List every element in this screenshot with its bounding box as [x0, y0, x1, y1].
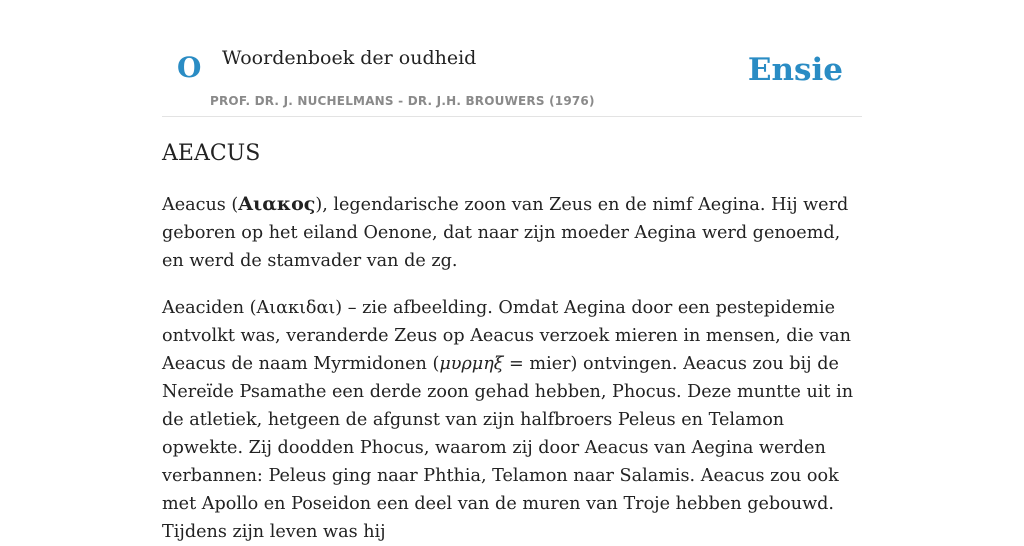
paragraph-text: = mier) ontvingen. Aeacus zou bij de Nereïde Psamathe een derde zoon gehad hebben, Phocus. Deze muntte uit in de atletiek, hetgeen de afgunst van zijn halfbroers Peleus en Telamon opwekte. Zij doodden Phocus, waarom zij door Aeacus van Aegina werden verbannen: Peleus ging naar Phthia, Telamon naar Salamis. Aeacus zou ook met Apollo en Poseidon een deel van de muren van Troje hebben gebouwd. Tijdens zijn leven was hij [162, 354, 854, 542]
paragraph-text: Aeacus ( [162, 195, 239, 215]
index-letter[interactable]: O [177, 51, 202, 84]
article-headword: AEACUS [162, 141, 261, 166]
article [162, 138, 862, 546]
paragraph-text: ), legendarische zoon van Zeus en de nimf Aegina. Hij werd geboren op het eiland Oenone, dat naar zijn moeder Aegina werd genoemd, en werd de stamvader van de zg. [162, 195, 849, 271]
article-paragraph-2 [162, 294, 862, 546]
book-title[interactable]: Woordenboek der oudheid [222, 47, 477, 69]
article-paragraph-1 [162, 190, 862, 275]
brand-logo[interactable]: Ensie [747, 52, 843, 88]
paragraph-text: Aeaciden (Αιακιδαι) – zie afbeelding. Omdat Aegina door een pestepidemie ontvolkt was, veranderde Zeus op Aeacus verzoek mieren in mensen, die van Aeacus de naam Myrmidonen ( [162, 298, 851, 374]
page-header [162, 0, 862, 117]
book-authors: PROF. DR. J. NUCHELMANS - DR. J.H. BROUWERS (1976) [210, 94, 595, 108]
greek-term: μυρμηξ [439, 354, 504, 374]
greek-term: Αιακος [238, 193, 316, 215]
